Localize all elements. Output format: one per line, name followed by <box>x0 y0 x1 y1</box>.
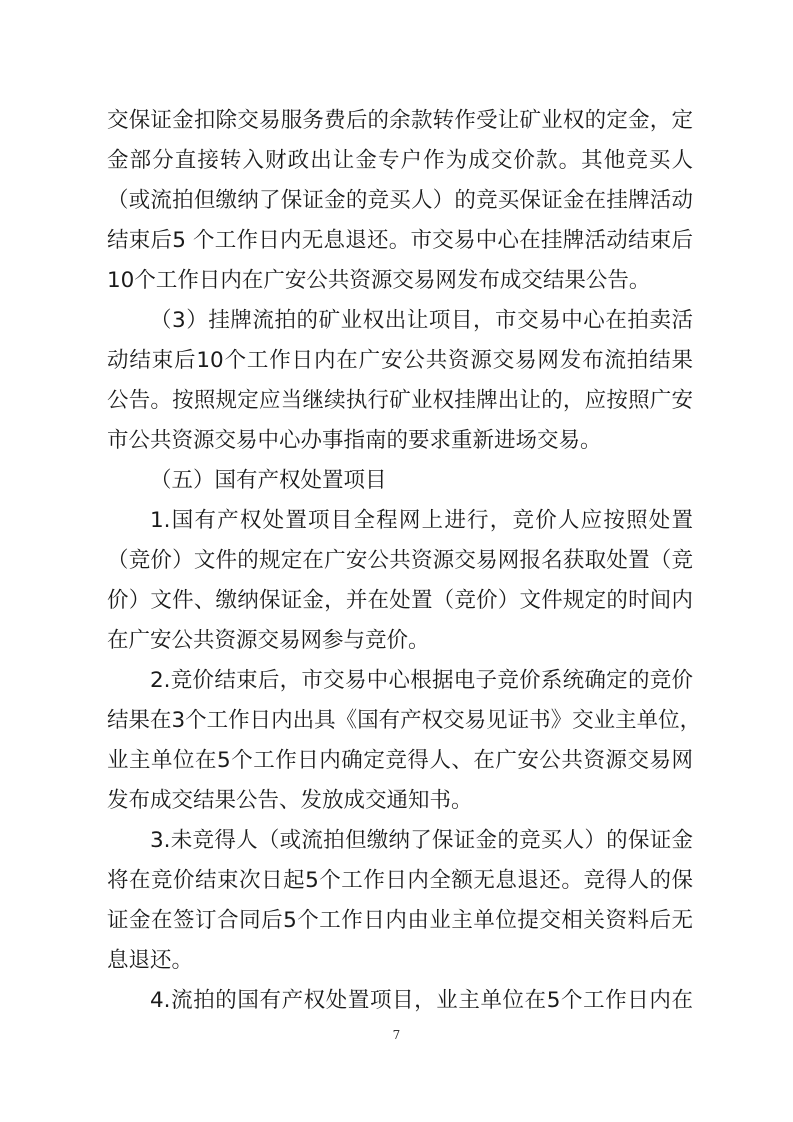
text-line: 将在竞价结束次日起5个工作日内全额无息退还。竞得人的保 <box>107 868 693 893</box>
text-line: 市公共资源交易中心办事指南的要求重新进场交易。 <box>107 428 602 453</box>
text-line: 动结束后10个工作日内在广安公共资源交易网发布流拍结果 <box>107 348 693 373</box>
text-line: （竞价）文件的规定在广安公共资源交易网报名获取处置（竞 <box>107 548 693 573</box>
text-line: 结束后5 个工作日内无息退还。市交易中心在挂牌活动结束后 <box>107 228 693 253</box>
page-number: 7 <box>392 1028 401 1042</box>
text-line: 金部分直接转入财政出让金专户作为成交价款。其他竞买人 <box>107 148 693 173</box>
paragraph-first-line: 3.未竞得人（或流拍但缴纳了保证金的竞买人）的保证金 <box>150 828 693 853</box>
text-line: 公告。按照规定应当继续执行矿业权挂牌出让的，应按照广安 <box>107 388 693 413</box>
text-line: 证金在签订合同后5个工作日内由业主单位提交相关资料后无 <box>107 908 693 933</box>
paragraph-first-line: 4.流拍的国有产权处置项目，业主单位在5个工作日内在 <box>150 988 693 1013</box>
paragraph-first-line: （3）挂牌流拍的矿业权出让项目，市交易中心在拍卖活 <box>150 308 693 333</box>
section-heading: （五）国有产权处置项目 <box>150 468 387 493</box>
text-line: 结果在3个工作日内出具《国有产权交易见证书》交业主单位， <box>107 708 702 733</box>
text-line: 业主单位在5个工作日内确定竞得人、在广安公共资源交易网 <box>107 748 693 773</box>
text-line: 交保证金扣除交易服务费后的余款转作受让矿业权的定金，定 <box>107 108 693 133</box>
paragraph-first-line: 2.竞价结束后，市交易中心根据电子竞价系统确定的竞价 <box>150 668 693 693</box>
paragraph-first-line: 1.国有产权处置项目全程网上进行，竞价人应按照处置 <box>150 508 693 533</box>
text-line: （或流拍但缴纳了保证金的竞买人）的竞买保证金在挂牌活动 <box>107 188 693 213</box>
text-line: 10个工作日内在广安公共资源交易网发布成交结果公告。 <box>107 268 651 293</box>
text-line: 价）文件、缴纳保证金，并在处置（竞价）文件规定的时间内 <box>107 588 693 613</box>
text-line: 在广安公共资源交易网参与竞价。 <box>107 628 430 653</box>
text-line: 发布成交结果公告、发放成交通知书。 <box>107 788 473 813</box>
text-line: 息退还。 <box>107 948 194 973</box>
